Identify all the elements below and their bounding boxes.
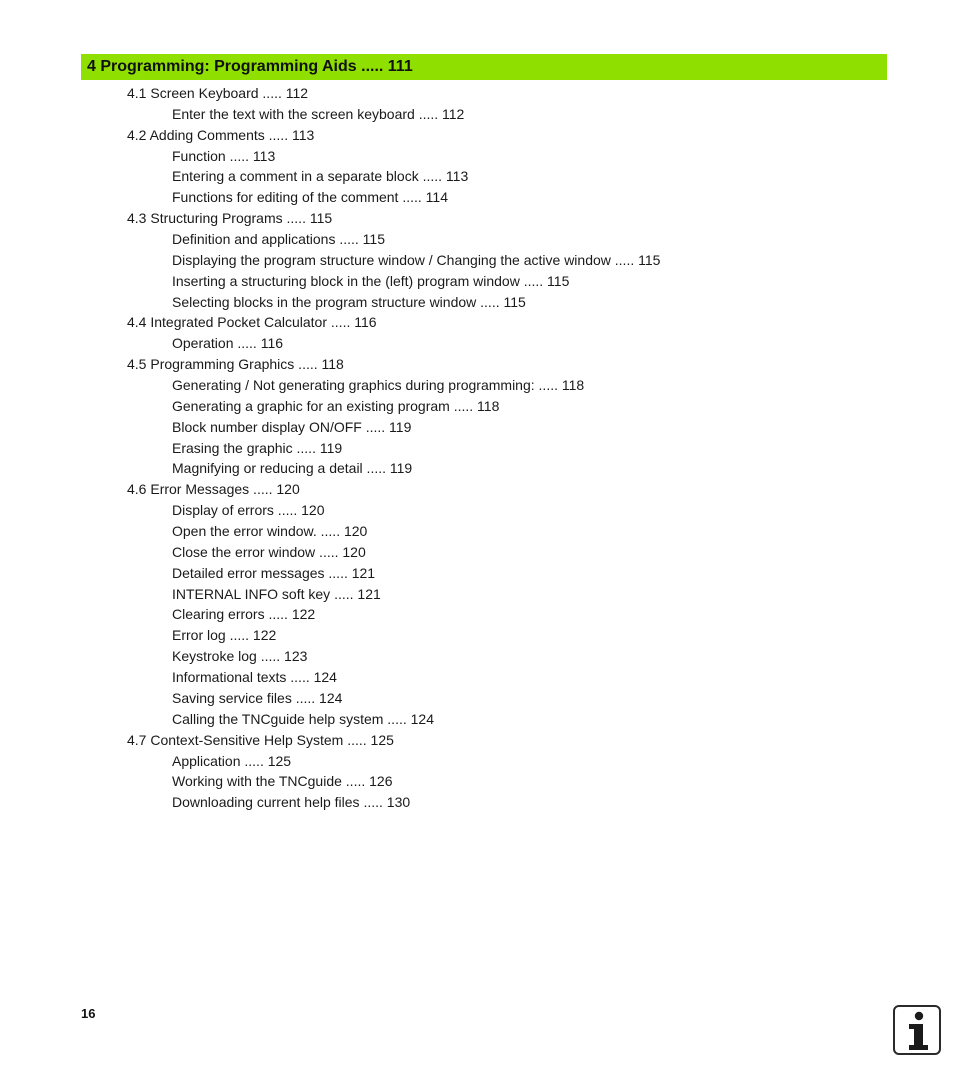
toc-subsection-entry[interactable]: Erasing the graphic ..... 119 [172,439,343,456]
toc-section-entry[interactable]: 4.1 Screen Keyboard ..... 112 [127,85,309,101]
chapter-heading-bar [81,54,887,80]
toc-subsection-entry[interactable]: Functions for editing of the comment ..... 114 [172,189,448,206]
toc-subsection-entry[interactable]: INTERNAL INFO soft key ..... 121 [172,585,381,602]
toc-section-entry[interactable]: 4.4 Integrated Pocket Calculator ..... 116 [127,314,377,331]
toc-section-entry[interactable]: 4.2 Adding Comments ..... 113 [127,126,315,143]
toc-subsection-entry[interactable]: Entering a comment in a separate block ..... 113 [172,168,469,185]
toc-subsection-entry[interactable]: Downloading current help files ..... 130 [172,794,411,811]
table-of-contents [0,83,954,813]
toc-subsection-entry[interactable]: Saving service files ..... 124 [172,689,343,706]
toc-section-entry[interactable]: 4.7 Context-Sensitive Help System ..... 125 [127,731,394,748]
toc-subsection-entry[interactable]: Displaying the program structure window / Changing the active window ..... 115 [172,251,661,268]
toc-subsection-entry[interactable]: Working with the TNCguide ..... 126 [172,773,393,790]
toc-subsection-entry[interactable]: Definition and applications ..... 115 [172,231,385,248]
toc-subsection-entry[interactable]: Clearing errors ..... 122 [172,606,316,623]
toc-subsection-entry[interactable]: Informational texts ..... 124 [172,669,337,686]
toc-section-entry[interactable]: 4.6 Error Messages ..... 120 [127,481,300,498]
toc-subsection-entry[interactable]: Block number display ON/OFF ..... 119 [172,418,412,435]
toc-subsection-entry[interactable]: Operation ..... 116 [172,335,284,352]
toc-subsection-entry[interactable]: Enter the text with the screen keyboard ..... 112 [172,105,465,122]
info-glyph [895,1007,939,1053]
toc-subsection-entry[interactable]: Close the error window ..... 120 [172,543,366,560]
toc-subsection-entry[interactable]: Function ..... 113 [172,147,276,164]
toc-subsection-entry[interactable]: Display of errors ..... 120 [172,502,325,519]
toc-subsection-entry[interactable]: Keystroke log ..... 123 [172,648,308,665]
page-number: 16 [81,1006,96,1021]
toc-section-entry[interactable]: 4.5 Programming Graphics ..... 118 [127,356,344,373]
toc-section-entry[interactable]: 4.3 Structuring Programs ..... 115 [127,210,333,227]
toc-subsection-entry[interactable]: Selecting blocks in the program structure window ..... 115 [172,293,526,310]
chapter-title[interactable]: 4 Programming: Programming Aids ..... 111 [87,58,413,75]
toc-subsection-entry[interactable]: Error log ..... 122 [172,627,277,644]
toc-subsection-entry[interactable]: Open the error window. ..... 120 [172,523,368,540]
info-icon [893,1005,941,1055]
toc-subsection-entry[interactable]: Generating a graphic for an existing program ..... 118 [172,397,500,414]
toc-subsection-entry[interactable]: Application ..... 125 [172,752,292,769]
toc-subsection-entry[interactable]: Inserting a structuring block in the (left) program window ..... 115 [172,272,570,289]
toc-subsection-entry[interactable]: Detailed error messages ..... 121 [172,564,376,581]
toc-subsection-entry[interactable]: Magnifying or reducing a detail ..... 119 [172,460,413,477]
toc-subsection-entry[interactable]: Generating / Not generating graphics during programming: ..... 118 [172,377,585,394]
toc-subsection-entry[interactable]: Calling the TNCguide help system ..... 124 [172,710,434,727]
